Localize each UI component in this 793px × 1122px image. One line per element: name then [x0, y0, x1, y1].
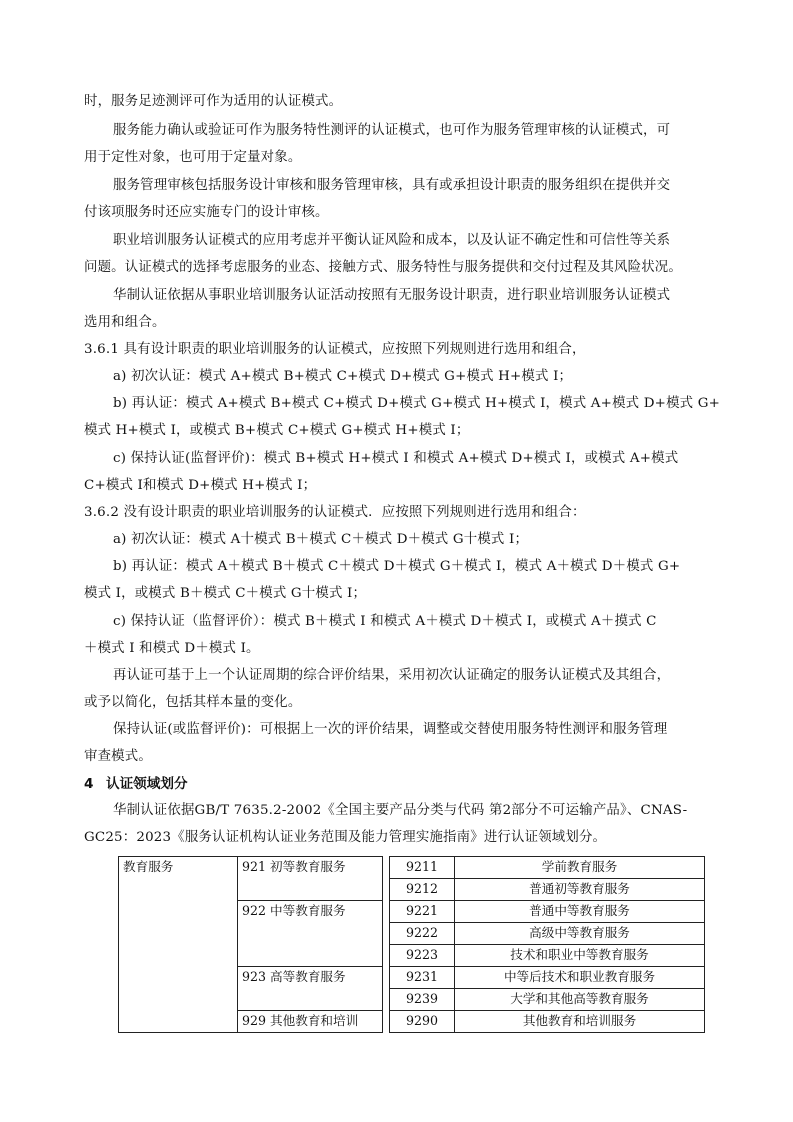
- section-heading: [84, 775, 188, 793]
- desc-cell: 大学和其他高等教育服务: [455, 989, 705, 1011]
- code-cell: 9212: [390, 879, 455, 901]
- text-line: 华制认证依据从事职业培训服务认证活动按照有无服务设计职责，进行职业培训服务认证模式: [113, 288, 671, 303]
- text-line: 时，服务足迹测评可作为适用的认证模式。: [84, 94, 343, 109]
- text-line: 审查模式。: [84, 749, 152, 764]
- group-cell: 923 高等教育服务: [238, 967, 383, 1011]
- list-item: b) 再认证：模式 A+模式 B+模式 C+模式 D+模式 G+模式 H+模式 I，模式 A+模式 D+模式 G+: [113, 396, 721, 411]
- desc-cell: 普通中等教育服务: [455, 901, 705, 923]
- text-line: 选用和组合。: [84, 315, 166, 330]
- code-cell: 9221: [390, 901, 455, 923]
- code-cell: 9231: [390, 967, 455, 989]
- code-cell: 9211: [390, 857, 455, 879]
- code-cell: 9239: [390, 989, 455, 1011]
- category-cell: 教育服务: [119, 857, 238, 1033]
- text-line: 服务管理审核包括服务设计审核和服务管理审核，具有或承担设计职责的服务组织在提供并交: [113, 178, 671, 193]
- text-line: 问题。认证模式的选择考虑服务的业态、接触方式、服务特性与服务提供和交付过程及其风险状况。: [84, 260, 682, 275]
- text-line: 职业培训服务认证模式的应用考虑并平衡认证风险和成本，以及认证不确定性和可信性等关系: [113, 233, 671, 248]
- code-cell: 9290: [390, 1011, 455, 1033]
- code-cell: 9223: [390, 945, 455, 967]
- list-item: c) 保持认证（监督评价）：模式 B＋模式 I 和模式 A＋模式 D＋模式 I，或模式 A＋摸式 C: [113, 614, 657, 629]
- clause-heading-3-6-1: 3.6.1 具有设计职责的职业培训服务的认证模式，应按照下列规则进行选用和组合，: [84, 342, 586, 357]
- group-cell: 929 其他教育和培训: [238, 1011, 383, 1033]
- list-item: b) 再认证：模式 A＋模式 B＋模式 C＋模式 D＋模式 G＋模式 I，模式 A＋模式 D＋模式 G+: [113, 559, 681, 574]
- desc-cell: 中等后技术和职业教育服务: [455, 967, 705, 989]
- text-line: ＋模式 I 和模式 D＋模式 I。: [84, 641, 260, 656]
- domain-classification-table: [118, 856, 705, 1033]
- text-line: 服务能力确认或验证可作为服务特性测评的认证模式，也可作为服务管理审核的认证模式，可: [113, 123, 671, 138]
- desc-cell: 技术和职业中等教育服务: [455, 945, 705, 967]
- desc-cell: 普通初等教育服务: [455, 879, 705, 901]
- list-item: c) 保持认证(监督评价)：模式 B+模式 H+模式 I 和模式 A+模式 D+模式 I，或模式 A+模式: [113, 451, 679, 466]
- text-line: 再认证可基于上一个认证周期的综合评价结果，采用初次认证确定的服务认证模式及其组合，: [113, 668, 671, 683]
- desc-cell: 学前教育服务: [455, 857, 705, 879]
- desc-cell: 高级中等教育服务: [455, 923, 705, 945]
- text-line: GC25：2023《服务认证机构认证业务范围及能力管理实施指南》进行认证领域划分。: [84, 830, 607, 845]
- text-line: 华制认证依据GB/T 7635.2-2002《全国主要产品分类与代码 第2部分不可运输产品》、CNAS-: [113, 803, 688, 818]
- text-line: 模式 H+模式 I，或模式 B+模式 C+模式 G+模式 H+模式 I；: [84, 423, 470, 438]
- group-cell: 922 中等教育服务: [238, 901, 383, 967]
- text-line: C+模式 I和模式 D+模式 H+模式 I；: [84, 478, 317, 493]
- list-item: a) 初次认证：模式 A十模式 B＋模式 C＋模式 D＋模式 G十模式 I；: [113, 532, 529, 547]
- section-title: 认证领域划分: [106, 776, 188, 792]
- table-row: [119, 857, 705, 879]
- desc-cell: 其他教育和培训服务: [455, 1011, 705, 1033]
- text-line: 模式 I，或模式 B＋模式 C＋模式 G十模式 I；: [84, 586, 367, 601]
- text-line: 保持认证(或监督评价)：可根据上一次的评价结果，调整或交替使用服务特性测评和服务管理: [113, 722, 668, 737]
- text-line: 付该项服务时还应实施专门的设计审核。: [84, 205, 329, 220]
- table-gap: [383, 857, 390, 1033]
- group-cell: 921 初等教育服务: [238, 857, 383, 901]
- text-line: 或予以简化，包括其样本量的变化。: [84, 695, 302, 710]
- code-cell: 9222: [390, 923, 455, 945]
- section-number: 4: [84, 776, 94, 792]
- clause-heading-3-6-2: 3.6.2 没有设计职责的职业培训服务的认证模式．应按照下列规则进行选用和组合：: [84, 505, 586, 520]
- list-item: a) 初次认证：模式 A+模式 B+模式 C+模式 D+模式 G+模式 H+模式 I；: [113, 369, 573, 384]
- text-line: 用于定性对象，也可用于定量对象。: [84, 150, 302, 165]
